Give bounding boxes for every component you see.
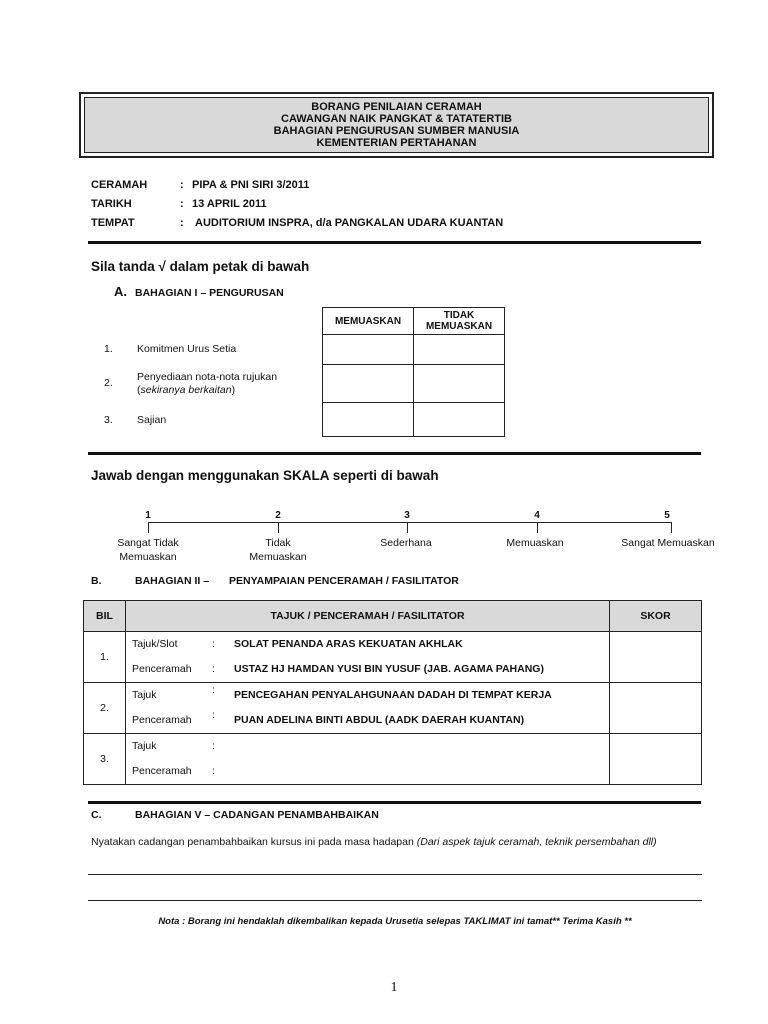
- scale-label: [98, 536, 198, 564]
- row-label-tajuk: Tajuk: [132, 689, 157, 701]
- item-number: 2.: [104, 377, 113, 389]
- item-note-italic: sekiranya berkaitan: [140, 384, 232, 396]
- section-c-instruction: [91, 836, 657, 848]
- col-tidak-memuaskan: [414, 308, 505, 335]
- section-b-title-2: PENYAMPAIAN PENCERAMAH / FASILITATOR: [229, 575, 459, 587]
- checkbox-cell-2-memuaskan[interactable]: [323, 365, 414, 403]
- row-colon: :: [212, 709, 215, 721]
- item-text: Sajian: [137, 414, 167, 426]
- scale-label-line1: Sangat Tidak: [117, 537, 179, 549]
- info-value-tarikh: 13 APRIL 2011: [192, 198, 267, 210]
- scale-line: [148, 522, 672, 523]
- section-a-table: [322, 307, 505, 437]
- checkbox-cell-2-tidak[interactable]: [414, 365, 505, 403]
- row-value-tajuk: PENCEGAHAN PENYALAHGUNAAN DADAH DI TEMPAT KERJA: [234, 689, 552, 701]
- skor-cell-3[interactable]: [610, 734, 702, 785]
- info-value-ceramah: PIPA & PNI SIRI 3/2011: [192, 179, 310, 191]
- scale-tick: [148, 522, 149, 533]
- row-colon: :: [212, 765, 215, 777]
- row-bil: 2.: [84, 683, 126, 734]
- scale-label: [228, 536, 328, 564]
- col-bil: BIL: [84, 601, 126, 632]
- checkbox-cell-1-tidak[interactable]: [414, 335, 505, 365]
- info-label-tarikh: TARIKH: [91, 198, 132, 210]
- row-bil: 1.: [84, 632, 126, 683]
- scale-label: [356, 536, 456, 550]
- row-colon: :: [212, 638, 215, 650]
- row-colon: :: [212, 684, 215, 696]
- col-tajuk: TAJUK / PENCERAMAH / FASILITATOR: [126, 601, 610, 632]
- row-label-tajuk: Tajuk/Slot: [132, 638, 178, 650]
- scale-number: 4: [534, 510, 540, 521]
- item-number: 1.: [104, 343, 113, 355]
- scale-label-line1: Tidak: [265, 537, 291, 549]
- scale-number: 1: [145, 510, 151, 521]
- table-row: [126, 683, 610, 734]
- scale-label-line1: Sangat Memuaskan: [621, 537, 715, 549]
- skor-cell-1[interactable]: [610, 632, 702, 683]
- col-memuaskan: MEMUASKAN: [323, 308, 414, 335]
- divider-rule: [88, 241, 701, 244]
- info-colon: :: [180, 198, 184, 210]
- row-label-penceramah: Penceramah: [132, 714, 192, 726]
- scale-label-line1: Memuaskan: [506, 537, 564, 549]
- row-value-penceramah: USTAZ HJ HAMDAN YUSI BIN YUSUF (JAB. AGAMA PAHANG): [234, 663, 544, 675]
- divider-rule: [88, 801, 701, 804]
- info-colon: :: [180, 179, 184, 191]
- table-row: [126, 632, 610, 683]
- answer-line-2[interactable]: [88, 900, 702, 901]
- scale-number: 3: [404, 510, 410, 521]
- answer-line-1[interactable]: [88, 874, 702, 875]
- footer-note: Nota : Borang ini hendaklah dikembalikan kepada Urusetia selepas TAKLIMAT ini tamat** Terima Kasih **: [158, 916, 632, 927]
- scale-label: [485, 536, 585, 550]
- scale-tick: [407, 522, 408, 533]
- row-bil: 3.: [84, 734, 126, 785]
- info-value-tempat: AUDITORIUM INSPRA, d/a PANGKALAN UDARA KUANTAN: [195, 217, 504, 229]
- header-line-4: KEMENTERIAN PERTAHANAN: [316, 137, 477, 149]
- section-a-letter: A.: [114, 284, 127, 299]
- checkbox-cell-3-memuaskan[interactable]: [323, 403, 414, 437]
- scale-instruction: Jawab dengan menggunakan SKALA seperti di bawah: [91, 468, 439, 483]
- scale-label-line1: Sederhana: [380, 537, 432, 549]
- item-text: Komitmen Urus Setia: [137, 343, 237, 355]
- col-tidak-line2: MEMUASKAN: [425, 321, 493, 332]
- scale-number: 5: [664, 510, 670, 521]
- table-row: [126, 734, 610, 785]
- info-label-ceramah: CERAMAH: [91, 179, 148, 191]
- scale-tick: [278, 522, 279, 533]
- scale-label-line2: Memuaskan: [249, 551, 307, 563]
- checkbox-cell-1-memuaskan[interactable]: [323, 335, 414, 365]
- section-c-title: BAHAGIAN V – CADANGAN PENAMBAHBAIKAN: [135, 809, 379, 821]
- header-line-3: BAHAGIAN PENGURUSAN SUMBER MANUSIA: [273, 125, 520, 137]
- row-colon: :: [212, 663, 215, 675]
- scale-tick: [671, 522, 672, 533]
- row-label-tajuk: Tajuk: [132, 740, 157, 752]
- scale-label: [612, 536, 724, 550]
- col-tidak-line1: TIDAK: [443, 310, 475, 321]
- checkbox-cell-3-tidak[interactable]: [414, 403, 505, 437]
- header-line-1: BORANG PENILAIAN CERAMAH: [311, 101, 482, 113]
- col-skor: SKOR: [610, 601, 702, 632]
- section-a-title: BAHAGIAN I – PENGURUSAN: [135, 287, 284, 299]
- item-text: Penyediaan nota-nota rujukan: [137, 371, 278, 383]
- section-b-table: [83, 600, 702, 785]
- row-label-penceramah: Penceramah: [132, 765, 192, 777]
- instruction-italic: (Dari aspek tajuk ceramah, teknik persembahan dll): [416, 836, 657, 848]
- section-b-title-1: BAHAGIAN II –: [135, 575, 210, 587]
- header-line-2: CAWANGAN NAIK PANGKAT & TATATERTIB: [281, 113, 512, 125]
- info-colon: :: [180, 217, 184, 229]
- scale-tick: [537, 522, 538, 533]
- scale-label-line2: Memuaskan: [119, 551, 177, 563]
- section-b-letter: B.: [91, 575, 102, 587]
- page-number: 1: [390, 980, 398, 995]
- row-value-penceramah: PUAN ADELINA BINTI ABDUL (AADK DAERAH KUANTAN): [234, 714, 525, 726]
- row-colon: :: [212, 740, 215, 752]
- instruction-text: Nyatakan cadangan penambahbaikan kursus ini pada masa hadapan: [91, 836, 414, 848]
- item-number: 3.: [104, 414, 113, 426]
- item-note: (sekiranya berkaitan): [137, 384, 236, 396]
- skor-cell-2[interactable]: [610, 683, 702, 734]
- info-label-tempat: TEMPAT: [91, 217, 135, 229]
- header-box: [84, 97, 709, 153]
- divider-rule: [88, 452, 701, 455]
- row-label-penceramah: Penceramah: [132, 663, 192, 675]
- section-c-letter: C.: [91, 809, 102, 821]
- section-a-instruction: Sila tanda √ dalam petak di bawah: [91, 259, 310, 274]
- scale-number: 2: [275, 510, 281, 521]
- row-value-tajuk: SOLAT PENANDA ARAS KEKUATAN AKHLAK: [234, 638, 463, 650]
